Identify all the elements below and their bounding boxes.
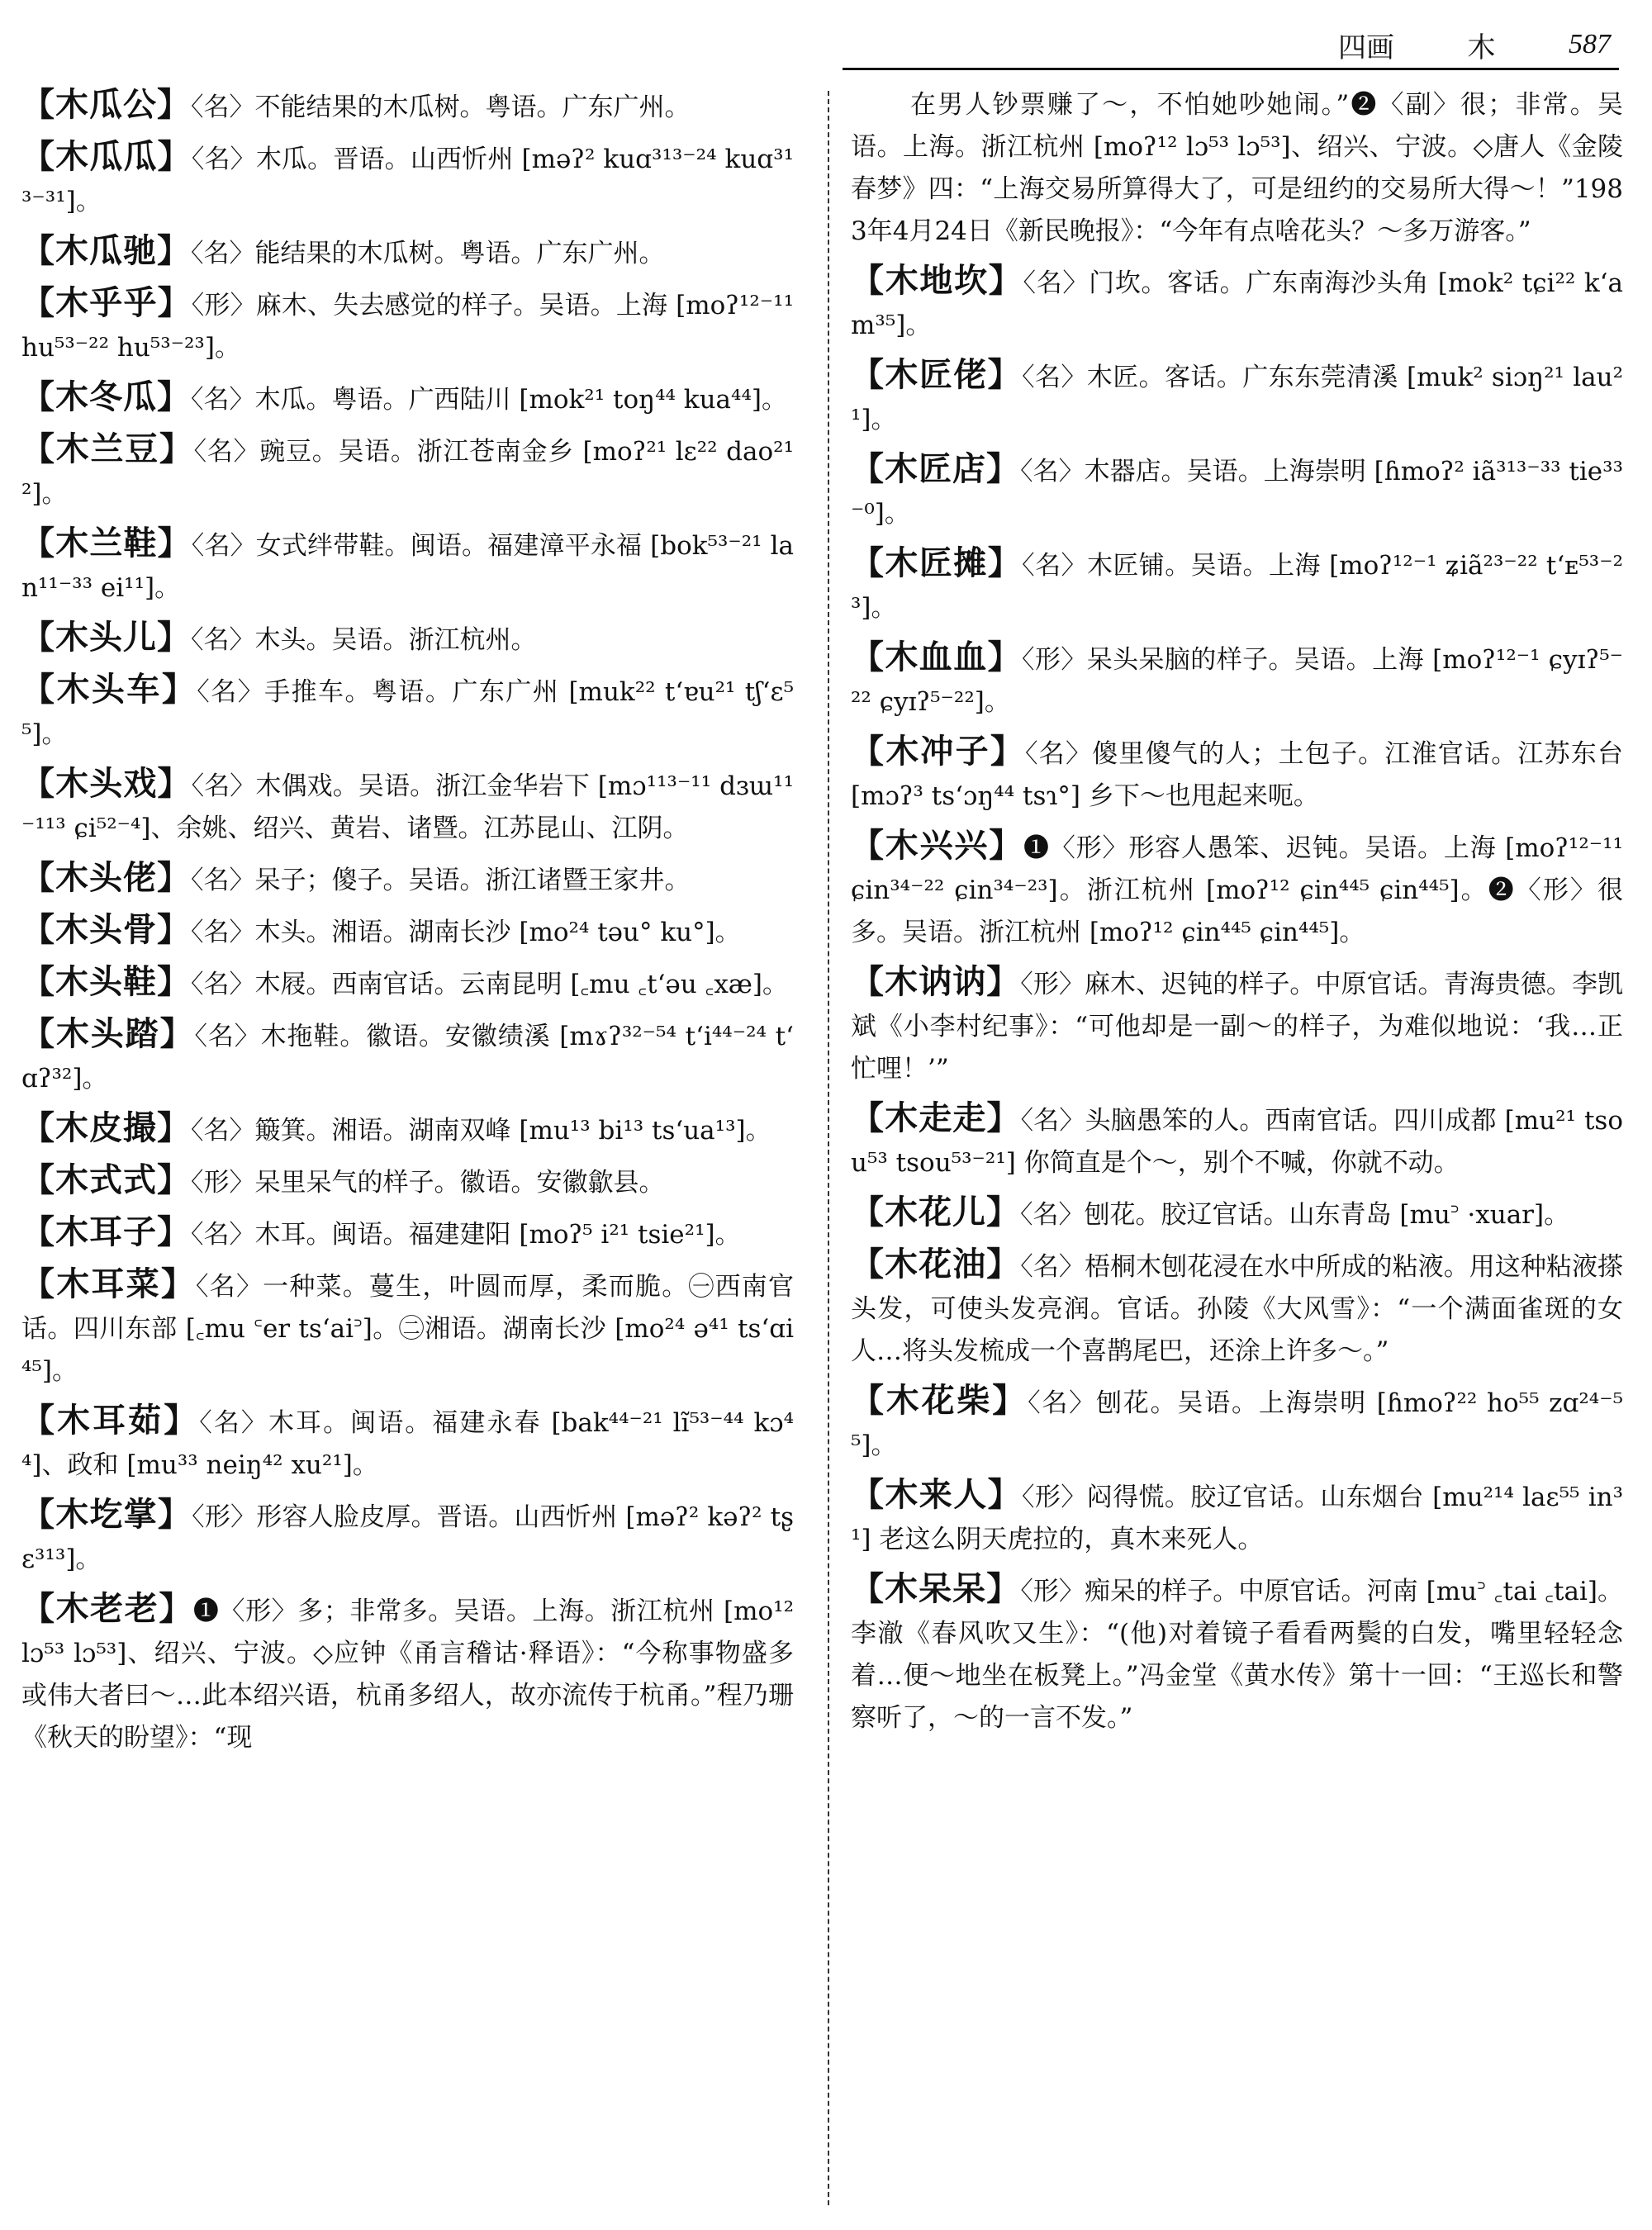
entry-definition: 〈名〉木匠铺。吴语。上海 [moʔ¹²⁻¹ ʑiã²³⁻²² tʻᴇ⁵³⁻²³]。 [851,551,1624,623]
entry-definition: 〈形〉形容人脸皮厚。晋语。山西忻州 [məʔ² kəʔ² tʂɛ³¹³]。 [21,1502,794,1574]
entry-definition: 〈名〉木匠。客话。广东东莞清溪 [muk² siɔŋ²¹ lau²¹]。 [851,363,1623,434]
dictionary-entry [21,1212,794,1256]
dictionary-entry [21,230,794,275]
page-number: 587 [1569,29,1611,59]
entry-headword: 【木瓜瓜】 [21,138,192,176]
entry-definition: 〈名〉簸箕。湘语。湖南双峰 [mu¹³ bi¹³ tsʻua¹³]。 [191,1116,771,1146]
entry-definition: 〈名〉木偶戏。吴语。浙江金华岩下 [mɔ¹¹³⁻¹¹ dɜɯ¹¹⁻¹¹³ ɕi⁵²⁻⁴]、余姚、绍兴、黄岩、诸暨。江苏昆山、江阴。 [21,771,794,843]
entry-definition: 〈名〉门坎。客话。广东南海沙头角 [mok² tɕi²² kʻam³⁵]。 [851,268,1623,340]
entry-definition: 〈名〉傻里傻气的人；土包子。江淮官话。江苏东台 [mɔʔ³ tsʻɔŋ⁴⁴ tsɿ°] 乡下～也甩起来呃。 [851,739,1624,811]
entry-definition: 〈名〉木耳。闽语。福建永春 [bak⁴⁴⁻²¹ lĩ⁵³⁻⁴⁴ kɔ⁴⁴]、政和 [mu³³ neiŋ⁴² xu²¹]。 [21,1408,795,1480]
entry-definition: 〈名〉木屐。西南官话。云南昆明 [꜀mu ꜀tʻəu ꜀xæ]。 [191,970,789,999]
dictionary-entry [21,763,794,850]
dictionary-entry [21,669,794,756]
dictionary-entry [21,84,794,129]
entry-headword: 【木头儿】 [21,619,191,657]
dictionary-entry [851,543,1623,629]
entry-headword: 【木地坎】 [851,262,1023,300]
dictionary-entry [851,84,1623,253]
entry-definition: 在男人钞票赚了～，不怕她吵她闹。”❷〈副〉很；非常。吴语。上海。浙江杭州 [moʔ¹² lɔ⁵³ lɔ⁵³]、绍兴、宁波。◇唐人《金陵春梦》四：“上海交易所算得大了，可是纽约的交易所大得～！”1983年4月24日《新民晚报》：“今年有点啥花头？～多万游客。” [851,90,1623,246]
dictionary-entry [21,1494,794,1581]
entry-headword: 【木式式】 [21,1161,191,1199]
entry-headword: 【木头骨】 [21,911,191,949]
entry-headword: 【木头踏】 [21,1015,195,1053]
entry-headword: 【木花油】 [851,1245,1021,1283]
entry-headword: 【木皮撮】 [21,1109,191,1147]
entry-definition: 〈形〉麻木、失去感觉的样子。吴语。上海 [moʔ¹²⁻¹¹ hu⁵³⁻²² hu⁵³⁻²³]。 [21,291,795,363]
entry-definition: 〈名〉木头。湘语。湖南长沙 [mo²⁴ təu° ku°]。 [191,918,741,947]
entry-headword: 【木耳子】 [21,1213,191,1251]
dictionary-entry [21,961,794,1006]
dictionary-entry [21,282,794,369]
header-radical: 木 [1467,31,1496,64]
header-rule [843,68,1619,70]
dictionary-entry [21,1264,794,1393]
entry-headword: 【木头戏】 [21,765,192,803]
entry-definition: 〈名〉呆子；傻子。吴语。浙江诸暨王家井。 [191,866,691,895]
entry-definition: 〈形〉呆头呆脑的样子。吴语。上海 [moʔ¹²⁻¹ ɕyɪʔ⁵⁻²² ɕyɪʔ⁵⁻²²]。 [851,645,1624,717]
entry-headword: 【木呆呆】 [851,1570,1021,1608]
entry-definition: 〈名〉梧桐木刨花浸在水中所成的粘液。用这种粘液搽头发，可使头发亮润。官话。孙陵《大风雪》：“一个满面雀斑的女人…将头发梳成一个喜鹊尾巴，还涂上许多～。” [851,1252,1624,1366]
dictionary-entry [851,354,1623,441]
entry-headword: 【木来人】 [851,1476,1022,1514]
entry-headword: 【木冲子】 [851,733,1026,771]
dictionary-entry [21,617,794,662]
entry-definition: ❶〈形〉形容人愚笨、迟钝。吴语。上海 [moʔ¹²⁻¹¹ ɕin³⁴⁻²² ɕin³⁴⁻²³]。浙江杭州 [moʔ¹² ɕin⁴⁴⁵ ɕin⁴⁴⁵]。❷〈形〉很多。吴语。浙江杭州 [moʔ¹² ɕin⁴⁴⁵ ɕin⁴⁴⁵]。 [851,833,1624,947]
dictionary-entry [21,523,794,610]
dictionary-entry [21,1013,794,1100]
entry-definition: 〈名〉头脑愚笨的人。西南官话。四川成都 [mu²¹ tsou⁵³ tsou⁵³⁻²¹] 你简直是个～，别个不喊，你就不动。 [851,1106,1624,1178]
dictionary-entry [851,448,1623,535]
entry-headword: 【木冬瓜】 [21,378,191,416]
entry-definition: 〈名〉手推车。粤语。广东广州 [muk²² tʻɐu²¹ tʃʻɛ⁵⁵]。 [21,677,795,749]
entry-headword: 【木瓜公】 [21,86,191,124]
dictionary-entry [851,1568,1623,1739]
right-column [851,84,1623,1747]
column-divider [828,91,831,2205]
entry-definition: 〈名〉女式绊带鞋。闽语。福建漳平永福 [bok⁵³⁻²¹ lan¹¹⁻³³ ei¹¹]。 [21,531,795,603]
dictionary-entry [851,1244,1623,1373]
entry-headword: 【木匠店】 [851,450,1021,488]
entry-definition: 〈名〉一种菜。蔓生，叶圆而厚，柔而脆。㊀西南官话。四川东部 [꜀mu ꜂er tsʻai꜄]。㊁湘语。湖南长沙 [mo²⁴ ə⁴¹ tsʻɑi⁴⁵]。 [21,1272,795,1386]
dictionary-entry [851,1192,1623,1236]
entry-headword: 【木乎乎】 [21,284,192,322]
entry-definition: 〈形〉呆里呆气的样子。徽语。安徽歙县。 [191,1168,665,1198]
entry-definition: 〈名〉木耳。闽语。福建建阳 [moʔ⁵ i²¹ tsie²¹]。 [191,1220,741,1250]
dictionary-entry [21,1588,794,1759]
dictionary-entry [851,260,1623,347]
dictionary-entry [21,1108,794,1152]
dictionary-entry [851,1380,1623,1467]
running-header [1338,21,1611,68]
entry-definition: 〈名〉豌豆。吴语。浙江苍南金乡 [moʔ²¹ lɛ²² dao²¹²]。 [21,437,794,509]
entry-definition: 〈名〉不能结果的木瓜树。粤语。广东广州。 [191,93,691,122]
entry-headword: 【木兰豆】 [21,430,194,468]
dictionary-entry [21,1160,794,1204]
entry-definition: 〈名〉木器店。吴语。上海崇明 [ɦmoʔ² iã³¹³⁻³³ tie³³⁻⁰]。 [851,457,1624,529]
dictionary-entry [851,637,1623,724]
entry-headword: 【木瓜驰】 [21,232,191,270]
entry-headword: 【木兴兴】 [851,827,1024,865]
dictionary-entry [21,136,794,223]
entry-headword: 【木圪掌】 [21,1496,192,1534]
dictionary-entry [851,731,1623,818]
dictionary-entry [851,961,1623,1090]
entry-headword: 【木老老】 [21,1590,193,1628]
dictionary-entry [851,825,1623,954]
entry-definition: 〈形〉麻木、迟钝的样子。中原官话。青海贵德。李凯斌《小李村纪事》：“可他却是一副～的样子，为难似地说：‘我…正忙哩！’” [851,970,1624,1084]
entry-headword: 【木走走】 [851,1099,1021,1137]
entry-headword: 【木花儿】 [851,1193,1020,1231]
entry-definition: 〈名〉木拖鞋。徽语。安徽绩溪 [mɤʔ³²⁻⁵⁴ tʻi⁴⁴⁻²⁴ tʻɑʔ³²]。 [21,1022,794,1094]
entry-headword: 【木兰鞋】 [21,524,192,562]
entry-headword: 【木耳菜】 [21,1265,197,1303]
entry-headword: 【木头鞋】 [21,963,191,1001]
entry-definition: 〈名〉能结果的木瓜树。粤语。广东广州。 [191,239,665,268]
dictionary-entry [851,1098,1623,1184]
entry-headword: 【木讷讷】 [851,963,1021,1001]
entry-definition: 〈名〉木瓜。粤语。广西陆川 [mok²¹ toŋ⁴⁴ kua⁴⁴]。 [191,385,787,415]
entry-headword: 【木血血】 [851,638,1022,676]
entry-headword: 【木头车】 [21,671,197,709]
left-column [21,84,794,1767]
dictionary-entry [21,857,794,902]
entry-definition: 〈名〉木头。吴语。浙江杭州。 [191,625,537,655]
entry-definition: ❶〈形〉多；非常多。吴语。上海。浙江杭州 [mo¹² lɔ⁵³ lɔ⁵³]、绍兴、宁波。◇应钟《甬言稽诂·释语》：“今称事物盛多或伟大者曰～…此本绍兴语，杭甬多绍人，故亦流传于杭甬。”程乃珊《秋天的盼望》：“现 [21,1597,794,1753]
entry-headword: 【木匠摊】 [851,544,1023,582]
entry-definition: 〈名〉木瓜。晋语。山西忻州 [məʔ² kuɑ³¹³⁻²⁴ kuɑ³¹³⁻³¹]。 [21,145,794,216]
entry-headword: 【木耳茹】 [21,1402,200,1440]
dictionary-entry [21,429,794,515]
dictionary-entry [851,1474,1623,1561]
entry-headword: 【木头佬】 [21,859,191,897]
entry-definition: 〈名〉刨花。吴语。上海崇明 [ɦmoʔ²² ho⁵⁵ zɑ²⁴⁻⁵⁵]。 [851,1388,1623,1460]
entry-definition: 〈形〉闷得慌。胶辽官话。山东烟台 [mu²¹⁴ laɛ⁵⁵ in³¹] 老这么阴天虎拉的，真木来死人。 [851,1483,1623,1554]
dictionary-entry [21,377,794,421]
entry-headword: 【木花柴】 [851,1382,1028,1420]
entry-definition: 〈形〉痴呆的样子。中原官话。河南 [mu꜄ ꜀tai ꜀tai]。李澈《春风吹又生》：“(他)对着镜子看看两鬓的白发，嘴里轻轻念着…便～地坐在板凳上。”冯金堂《黄水传》第十一回：“王巡长和警察听了，～的一言不发。” [851,1577,1624,1733]
entry-headword: 【木匠佬】 [851,356,1023,394]
dictionary-entry [21,1400,794,1487]
entry-definition: 〈名〉刨花。胶辽官话。山东青岛 [mu꜄ ·xuar]。 [1020,1200,1570,1230]
header-section: 四画 [1338,31,1394,64]
dictionary-entry [21,909,794,954]
